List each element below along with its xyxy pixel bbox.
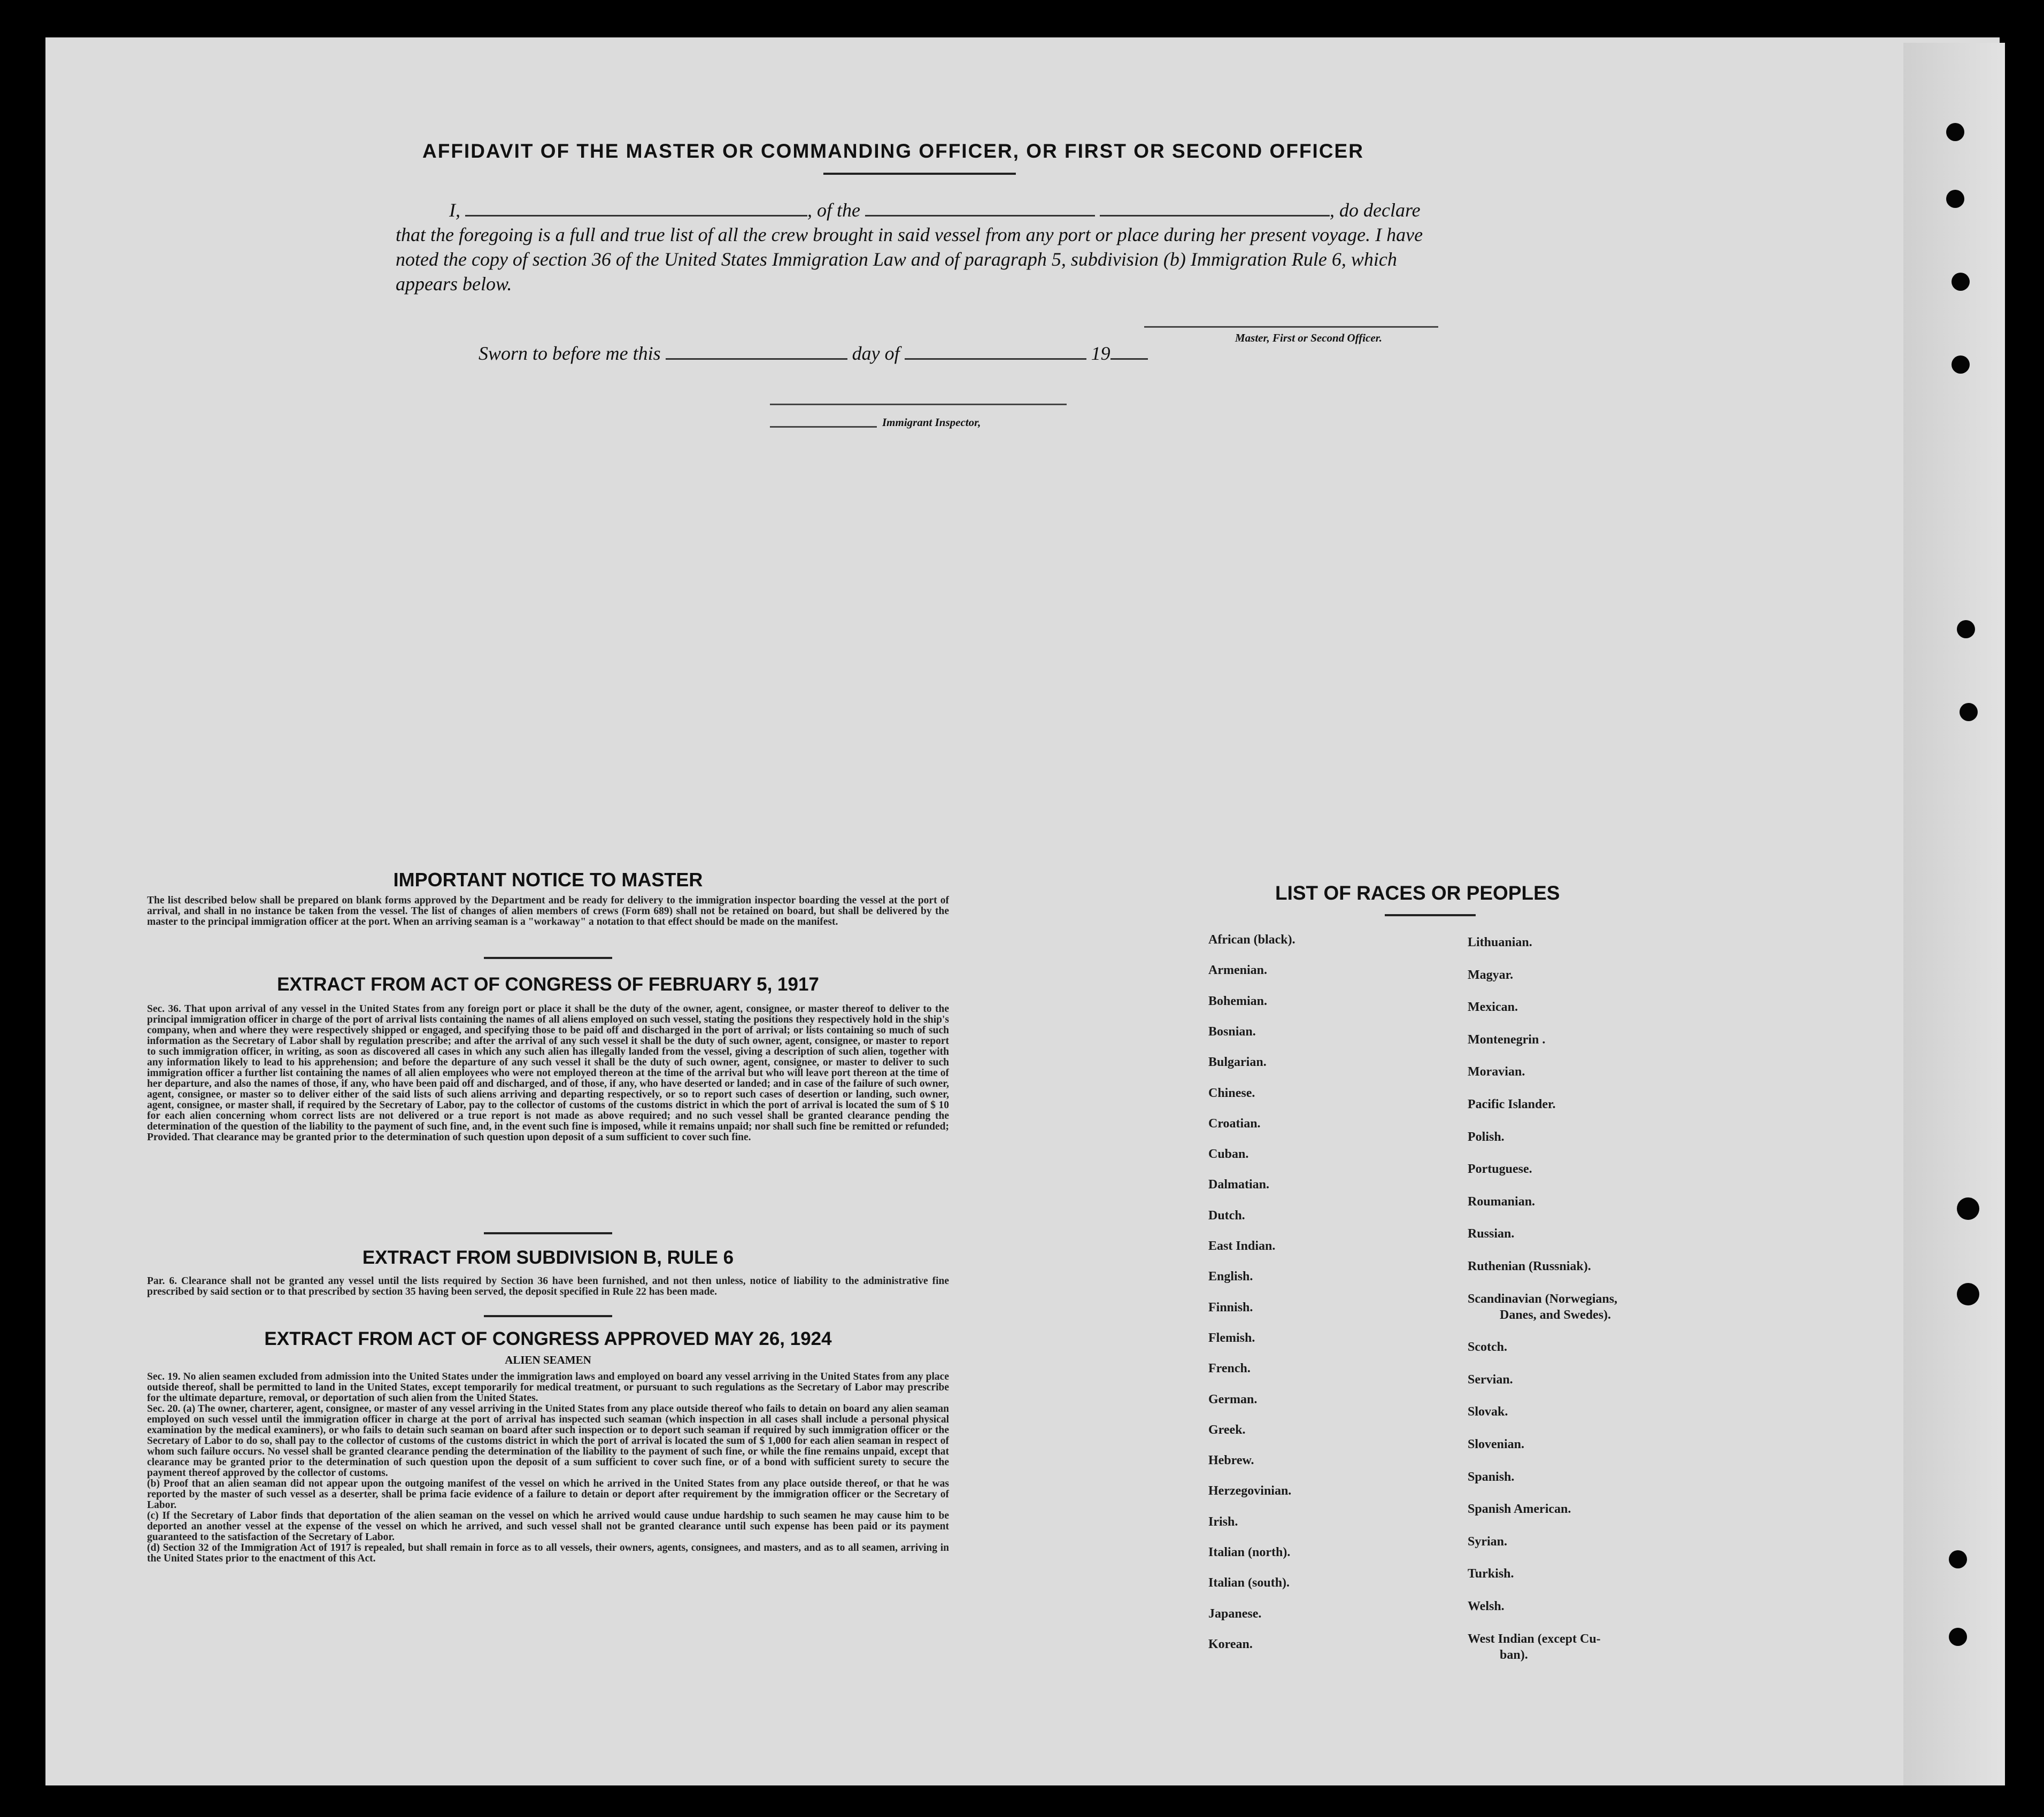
binder-hole [1952, 273, 1970, 291]
race-item: Slovenian. [1468, 1437, 1525, 1451]
race-item: Syrian. [1468, 1534, 1508, 1549]
affidavit-body [396, 198, 1444, 296]
binder-hole [1949, 1550, 1967, 1568]
signature-line[interactable] [1144, 326, 1438, 328]
binder-hole [1960, 703, 1978, 721]
sec20b-text: (b) Proof that an alien seaman did not appear upon the outgoing manifest of the vessel on which he arrived in the United States from any place outside thereof, or that he was reported by the master of such vessel as a deserter, shall be prima facie evidence of a failure to detain or deport after requirement by the immigration officer or the Secretary of Labor. [147, 1478, 949, 1511]
race-item: ban). [1500, 1648, 1528, 1662]
race-item: Japanese. [1208, 1606, 1262, 1621]
declarant-prefix: I, [449, 199, 460, 221]
rule6-text: Par. 6. Clearance shall not be granted any vessel until the lists required by Section 36 have been furnished, and not then unless, notice of liability to the administrative fine prescribed by said section or to that prescribed by section 35 having been served, the deposit specified in Rule 22 has been made. [147, 1275, 949, 1297]
race-item: Welsh. [1468, 1599, 1505, 1613]
vessel-prefix: , of the [807, 199, 860, 221]
race-item: West Indian (except Cu- [1468, 1632, 1601, 1646]
race-item: Bohemian. [1208, 994, 1268, 1008]
race-item: Finnish. [1208, 1300, 1253, 1315]
races-title: LIST OF RACES OR PEOPLES [1275, 882, 1560, 904]
sec20a-text: Sec. 20. (a) The owner, charterer, agent, consignee, or master of any vessel arriving in the United States from any place outside thereof who fails to detain on board any alien seaman employed on such vessel until the immigration officer in charge at the port of arrival has inspected such seaman (which inspection in all cases shall include a personal physical examination by the medical examiners), or who fails to detain such seaman on board after such inspection or to deport such seaman if required by such immigration officer or the Secretary of Labor to do so, shall pay to the collector of customs of the customs district in which the port of arrival is located the sum of $ 1,000 for each alien seaman in respect of whom such failure occurs. No vessel shall be granted clearance pending the determination of the liability to the payment of such fine, or while the fine remains unpaid, except that clearance may be granted prior to the determination of such question upon the deposit of a sum sufficient to cover such fine, or of a bond with sufficient surety to secure the payment thereof approved by the collector of customs. [147, 1403, 949, 1479]
binder-hole [1957, 1197, 1979, 1220]
race-item: Spanish American. [1468, 1502, 1571, 1517]
sworn-year-field[interactable] [1110, 342, 1148, 360]
binder-hole [1946, 190, 1964, 208]
title-rule [823, 173, 1016, 175]
sworn-day-label: day of [852, 343, 900, 364]
sworn-month-field[interactable] [905, 342, 1086, 360]
declarant-name-field[interactable] [465, 199, 807, 217]
binder-hole [1957, 620, 1975, 638]
race-item: Dalmatian. [1208, 1178, 1269, 1192]
inspector-label: Immigrant Inspector, [882, 416, 981, 429]
race-item: Portuguese. [1468, 1162, 1532, 1177]
race-item: Italian (south). [1208, 1576, 1290, 1590]
vessel-name-field-2[interactable] [1100, 199, 1330, 217]
binder-hole [1946, 123, 1964, 141]
race-item: African (black). [1208, 933, 1295, 947]
extract-1917-text: Sec. 36. That upon arrival of any vessel in the United States from any foreign port or place it shall be the duty of the owner, agent, consignee, or master thereof to deliver to the principal immigration officer in charge of the port of arrival lists containing the names of all aliens employed on such vessel, stating the positions they respectively hold in the ship's company, when and where they were respectively shipped or engaged, and specifying those to be paid off and discharged in the port of arrival; or lists containing so much of such information as the Secretary of Labor shall by regulation prescribe; and after the arrival of any such vessel it shall be the duty of such owner, agent, consignee, or master to report to such immigration officer, in writing, as soon as discovered all cases in which any such alien has illegally landed from the vessel, giving a description of such alien, together with any information likely to lead to his apprehension; and before the departure of any such vessel it shall be the duty of such owner, agent, consignee, or master to deliver to such immigration officer a further list containing the names of all alien employees who were not employed thereon at the time of the arrival but who will leave port thereon at the time of her departure, and also the names of those, if any, who have been paid off and discharged, and of those, if any, who have deserted or landed; and in case of the failure of such owner, agent, consignee, or master so to deliver either of the said lists of such aliens arriving and departing respectively, or so to report such cases of desertion or landing, such owner, agent, consignee, or master shall, if required by the Secretary of Labor, pay to the collector of customs of the customs district in which the port of arrival is located the sum of $ 10 for each alien concerning whom correct lists are not delivered or a true report is not made as above required; and no such vessel shall be granted clearance pending the determination of the question of the liability to the payment of such fine, and, in the event such fine is imposed, while it remains unpaid; nor shall such fine be remitted or refunded; Provided. That clearance may be granted prior to the determination of such question upon deposit of a sum sufficient to cover such fine. [147, 1003, 949, 1143]
race-item: English. [1208, 1270, 1253, 1284]
race-item: Dutch. [1208, 1208, 1245, 1223]
section-divider [484, 1315, 612, 1317]
act-1924-title: EXTRACT FROM ACT OF CONGRESS APPROVED MAY 26, 1924 [264, 1328, 832, 1349]
race-item: Armenian. [1208, 963, 1267, 978]
section-divider [484, 957, 612, 959]
extract-1917-title: EXTRACT FROM ACT OF CONGRESS OF FEBRUARY 5, 1917 [277, 974, 819, 995]
sworn-prefix: Sworn to before me this [479, 343, 661, 364]
race-item: French. [1208, 1362, 1251, 1376]
race-item: German. [1208, 1392, 1258, 1406]
race-item: Russian. [1468, 1227, 1515, 1241]
race-item: Scotch. [1468, 1340, 1507, 1355]
affidavit-text: that the foregoing is a full and true list of all the crew brought in said vessel from any port or place during her present voyage. I have noted the copy of section 36 of the United States Immigration Law and of paragraph 5, subdivision (b) Immigration Rule 6, which appears below. [396, 224, 1423, 295]
sworn-day-field[interactable] [666, 342, 847, 360]
race-item: Flemish. [1208, 1331, 1255, 1345]
race-item: Montenegrin . [1468, 1032, 1546, 1047]
race-item: Spanish. [1468, 1470, 1515, 1484]
race-item: Roumanian. [1468, 1194, 1536, 1209]
race-item: Mexican. [1468, 1000, 1518, 1015]
sheet-edge [1903, 43, 2005, 1785]
affidavit-title: AFFIDAVIT OF THE MASTER OR COMMANDING OFFICER, OR FIRST OR SECOND OFFICER [422, 140, 1364, 162]
races-title-rule [1385, 914, 1476, 916]
race-item: Greek. [1208, 1422, 1246, 1437]
race-item: Korean. [1208, 1637, 1253, 1651]
section-divider [484, 1232, 612, 1234]
inspector-signature-line-2[interactable] [770, 426, 877, 428]
declare-suffix: , do declare [1329, 199, 1421, 221]
sec19-text: Sec. 19. No alien seamen excluded from admission into the United States under the immigration laws and employed on board any vessel arriving in the United States from any place outside thereof, shall be permitted to land in the United States, except temporarily for medical treatment, or pursuant to such regulations as the Secretary of Labor may prescribe for the ultimate departure, removal, or deportation of such alien from the United States. [147, 1371, 949, 1404]
race-item: East Indian. [1208, 1239, 1276, 1253]
race-item: Bosnian. [1208, 1024, 1256, 1039]
race-item: Servian. [1468, 1372, 1513, 1387]
race-item: Bulgarian. [1208, 1055, 1267, 1070]
race-item: Scandinavian (Norwegians, [1468, 1292, 1618, 1306]
act-1924-body [147, 1372, 949, 1564]
race-item: Danes, and Swedes). [1500, 1308, 1611, 1322]
race-item: Herzegovinian. [1208, 1484, 1292, 1498]
race-item: Pacific Islander. [1468, 1097, 1556, 1111]
race-item: Slovak. [1468, 1405, 1508, 1419]
race-item: Cuban. [1208, 1147, 1249, 1162]
vessel-name-field[interactable] [865, 199, 1095, 217]
sec20d-text: (d) Section 32 of the Immigration Act of 1917 is repealed, but shall remain in force as to all vessels, their owners, agents, consignees, and masters, and as to all seamen, arriving in the United States prior to the enactment of this Act. [147, 1542, 949, 1564]
race-item: Croatian. [1208, 1116, 1261, 1131]
rule6-title: EXTRACT FROM SUBDIVISION B, RULE 6 [362, 1247, 734, 1268]
race-item: Turkish. [1468, 1567, 1514, 1581]
binder-hole [1952, 355, 1970, 374]
sworn-year-label: 19 [1091, 343, 1110, 364]
race-item: Moravian. [1468, 1065, 1525, 1079]
notice-title: IMPORTANT NOTICE TO MASTER [393, 869, 703, 891]
act-1924-subtitle: ALIEN SEAMEN [505, 1354, 591, 1366]
race-item: Ruthenian (Russniak). [1468, 1259, 1591, 1273]
sec20c-text: (c) If the Secretary of Labor finds that deportation of the alien seaman on the vessel on which he arrived would cause undue hardship to such seamen he may cause him to be deported an another vessel at the expense of the vessel on which he arrived, and such vessel shall not be granted clearance until such expense has been paid or its payment guaranteed to the satisfaction of the Secretary of Labor. [147, 1510, 949, 1543]
binder-hole [1949, 1628, 1967, 1646]
binder-hole [1957, 1283, 1979, 1305]
race-item: Italian (north). [1208, 1545, 1291, 1559]
race-item: Lithuanian. [1468, 935, 1532, 949]
notice-text: The list described below shall be prepared on blank forms approved by the Department and be ready for delivery to the immigration inspector boarding the vessel at the port of arrival, and shall in no instance be taken from the vessel. The list of changes of alien members of crews (Form 689) shall not be retained on board, but shall be delivered by the master to the principal immigration officer at the port. When an arriving seaman is a "workaway" a notation to that effect should be made on the manifest. [147, 895, 949, 927]
inspector-signature-line[interactable] [770, 404, 1067, 405]
sworn-line [479, 342, 1148, 365]
race-item: Polish. [1468, 1130, 1505, 1144]
race-item: Chinese. [1208, 1086, 1255, 1100]
race-item: Magyar. [1468, 968, 1514, 982]
race-item: Irish. [1208, 1514, 1238, 1529]
signature-label: Master, First or Second Officer. [1235, 331, 1382, 344]
race-item: Hebrew. [1208, 1453, 1254, 1468]
